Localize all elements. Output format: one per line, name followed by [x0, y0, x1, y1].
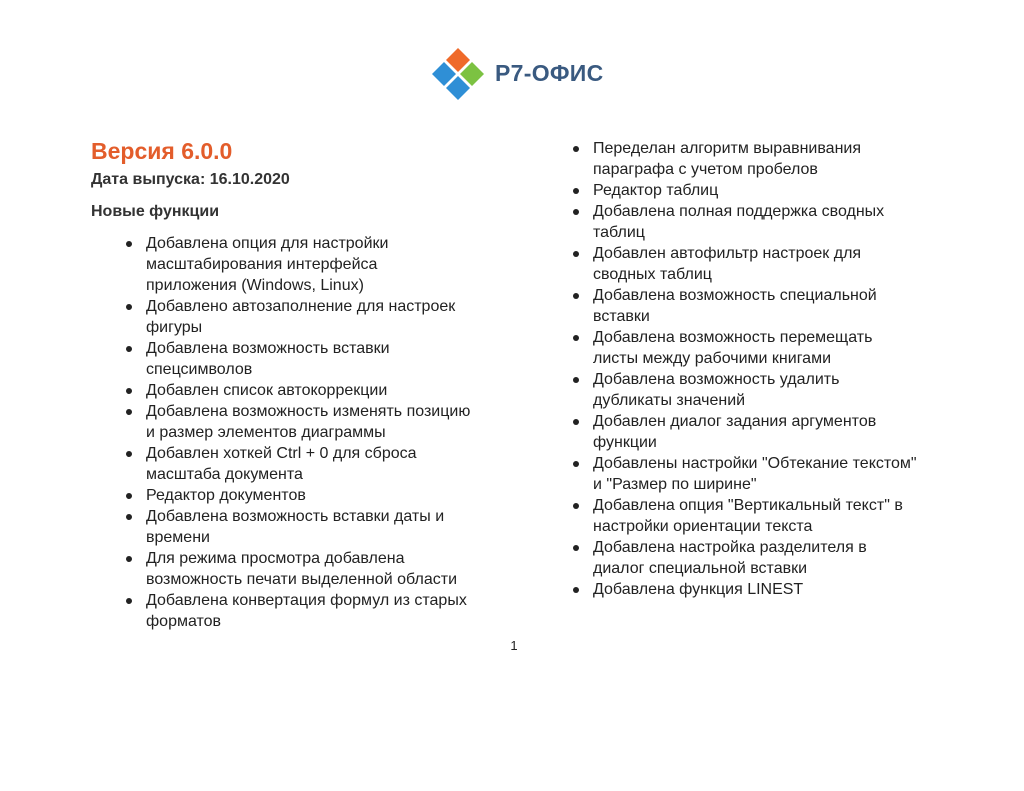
right-feature-list — [593, 138, 963, 600]
feature-item-line: и размер элементов диаграммы — [146, 424, 386, 441]
feature-item-line: Добавлен хоткей Ctrl + 0 для сброса — [146, 445, 417, 462]
feature-item — [593, 537, 963, 579]
feature-item — [146, 401, 516, 443]
feature-item — [593, 285, 963, 327]
feature-item-line: и "Размер по ширине" — [593, 476, 757, 493]
feature-item-line: функции — [593, 434, 657, 451]
feature-item — [593, 579, 963, 600]
r7-diamond-logo-icon — [425, 46, 491, 102]
left-feature-list — [146, 233, 516, 632]
feature-item — [593, 243, 963, 285]
feature-item-line: масштабирования интерфейса — [146, 256, 378, 273]
feature-item-line: Редактор таблиц — [593, 182, 719, 199]
feature-item — [593, 201, 963, 243]
feature-item — [146, 548, 516, 590]
feature-item-line: Добавлена опция "Вертикальный текст" в — [593, 497, 903, 514]
feature-item — [146, 380, 516, 401]
feature-item-line: Редактор документов — [146, 487, 306, 504]
feature-item — [593, 411, 963, 453]
feature-item-line: Добавлен список автокоррекции — [146, 382, 388, 399]
feature-item-line: дубликаты значений — [593, 392, 746, 409]
feature-item-line: Добавлена возможность перемещать — [593, 329, 873, 346]
feature-item-line: приложения (Windows, Linux) — [146, 277, 364, 294]
feature-item-line: параграфа с учетом пробелов — [593, 161, 818, 178]
feature-item-line: Добавлена возможность вставки — [146, 340, 390, 357]
feature-item-line: форматов — [146, 613, 222, 630]
feature-item — [146, 590, 516, 632]
feature-item-line: масштаба документа — [146, 466, 303, 483]
feature-item — [593, 138, 963, 180]
release-date: Дата выпуска: 16.10.2020 — [91, 171, 290, 188]
feature-item — [146, 338, 516, 380]
feature-item-line: настройки ориентации текста — [593, 518, 813, 535]
feature-item — [593, 453, 963, 495]
feature-item-line: Добавлена возможность изменять позицию — [146, 403, 471, 420]
feature-item-line: Добавлена опция для настройки — [146, 235, 389, 252]
feature-item — [593, 369, 963, 411]
feature-item-line: Переделан алгоритм выравнивания — [593, 140, 862, 157]
feature-item — [593, 327, 963, 369]
feature-item — [146, 296, 516, 338]
feature-item-line: Добавлена возможность специальной — [593, 287, 877, 304]
feature-item-line: Добавлено автозаполнение для настроек — [146, 298, 456, 315]
feature-item — [593, 495, 963, 537]
feature-item-line: Добавлена конвертация формул из старых — [146, 592, 467, 609]
feature-item-line: вставки — [593, 308, 650, 325]
version-title: Версия 6.0.0 — [91, 138, 233, 164]
feature-item — [146, 443, 516, 485]
feature-item-line: сводных таблиц — [593, 266, 712, 283]
feature-item-line: Для режима просмотра добавлена — [146, 550, 405, 567]
page-number: 1 — [510, 638, 518, 653]
section-title: Новые функции — [91, 203, 220, 220]
feature-item-line: таблиц — [593, 224, 645, 241]
feature-item-line: Добавлен автофильтр настроек для — [593, 245, 862, 262]
feature-item — [146, 233, 516, 296]
feature-item-line: Добавлена возможность удалить — [593, 371, 840, 388]
feature-item-line: Добавлена полная поддержка сводных — [593, 203, 885, 220]
feature-item-line: листы между рабочими книгами — [593, 350, 832, 367]
feature-item-line: диалог специальной вставки — [593, 560, 808, 577]
r7-office-logo — [425, 46, 605, 102]
feature-item-line: времени — [146, 529, 210, 546]
feature-item-line: фигуры — [146, 319, 203, 336]
feature-item-line: спецсимволов — [146, 361, 253, 378]
feature-item-line: Добавлена настройка разделителя в — [593, 539, 867, 556]
logo-text: Р7-ОФИС — [495, 60, 604, 86]
feature-item-line: возможность печати выделенной области — [146, 571, 457, 588]
feature-item-line: Добавлен диалог задания аргументов — [593, 413, 877, 430]
feature-item — [146, 485, 516, 506]
feature-item-line: Добавлена возможность вставки даты и — [146, 508, 445, 525]
feature-item — [146, 506, 516, 548]
feature-item-line: Добавлена функция LINEST — [593, 581, 804, 598]
feature-item — [593, 180, 963, 201]
feature-item-line: Добавлены настройки "Обтекание текстом" — [593, 455, 917, 472]
